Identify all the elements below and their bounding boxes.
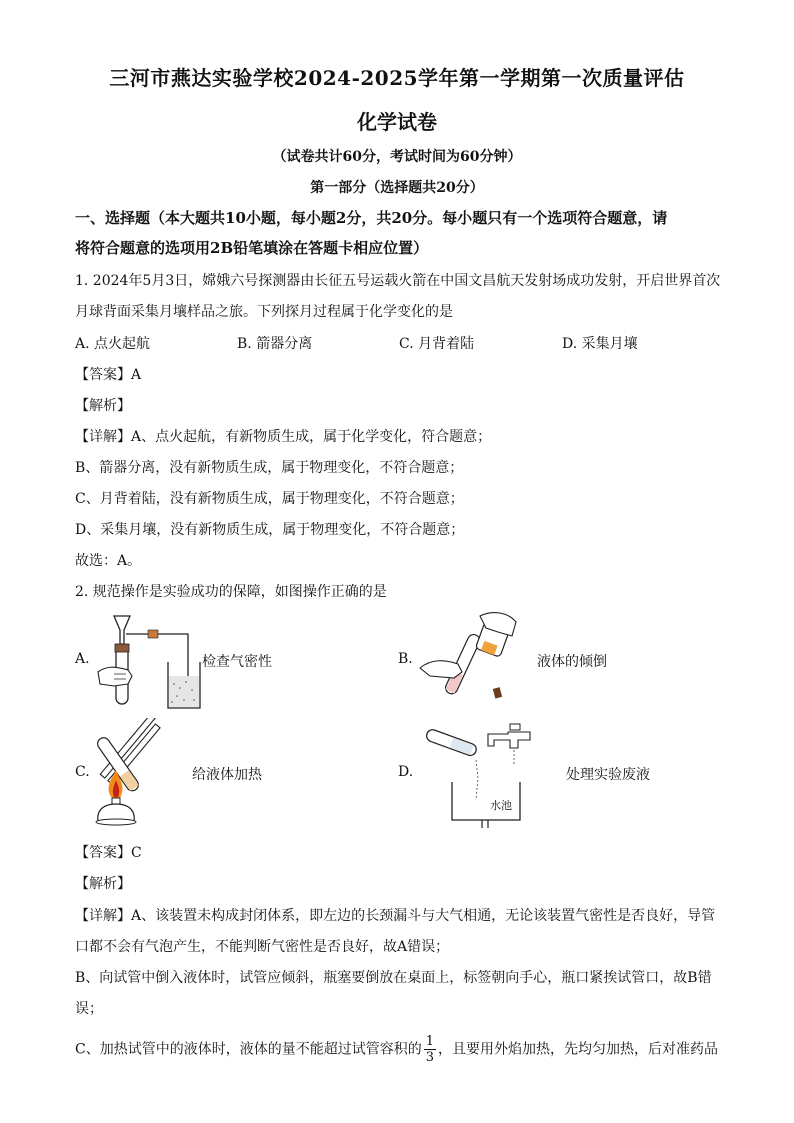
q2-analysis-label: 【解析】: [75, 876, 131, 892]
exam-subtitle: 化学试卷: [357, 110, 437, 134]
q1-stem-line1: 1. 2024年5月3日，嫦娥六号探测器由长征五号运载火箭在中国文昌航天发射场成功发射，开启世界首次: [75, 273, 721, 289]
section-heading-line1: 一、选择题（本大题共10小题，每小题2分，共20分。每小题只有一个选项符合题意，请: [75, 209, 668, 227]
q1-analysis-label: 【解析】: [75, 398, 131, 414]
q2-detail-a-line1: 【详解】A、该装置未构成封闭体系，即左边的长颈漏斗与大气相通，无论该装置气密性是否良好，导管: [75, 908, 716, 924]
q2-option-b-caption: 液体的倾倒: [537, 654, 607, 670]
q2-option-d-letter: D.: [398, 764, 414, 780]
q1-option-a: A. 点火起航: [75, 336, 151, 352]
fraction-one-third: [424, 1034, 436, 1065]
heating-liquid-figure: [90, 718, 200, 828]
q1-option-b: B. 箭器分离: [237, 336, 313, 352]
q1-detail-conclusion: 故选：A。: [75, 553, 142, 569]
q2-detail-c-before: C、加热试管中的液体时，液体的量不能超过试管容积的: [75, 1041, 422, 1058]
fraction-numerator: 1: [425, 1034, 434, 1049]
q2-stem: 2. 规范操作是实验成功的保障，如图操作正确的是: [75, 584, 387, 600]
q2-option-c-caption: 给液体加热: [192, 767, 262, 783]
sink-label: 水池: [490, 799, 512, 812]
q2-option-c-letter: C.: [75, 764, 90, 780]
q2-option-d-caption: 处理实验废液: [566, 767, 650, 783]
q1-detail-a: 【详解】A、点火起航，有新物质生成，属于化学变化，符合题意；: [75, 429, 492, 445]
q2-detail-b-line2: 误；: [75, 1001, 103, 1017]
q2-detail-c: [75, 1034, 718, 1065]
q2-detail-b-line1: B、向试管中倒入液体时，试管应倾斜，瓶塞要倒放在桌面上，标签朝向手心，瓶口紧挨试管口，故B错: [75, 970, 712, 986]
q2-detail-c-after: ，且要用外焰加热，先均匀加热，后对准药品: [438, 1041, 718, 1058]
waste-liquid-disposal-figure: [418, 722, 548, 832]
q2-option-a-caption: 检查气密性: [202, 654, 272, 670]
q1-answer: 【答案】A: [75, 367, 142, 383]
pouring-liquid-figure: [416, 610, 526, 710]
q2-option-a-letter: A.: [75, 651, 90, 667]
exam-note: （试卷共计60分，考试时间为60分钟）: [272, 149, 522, 165]
q2-answer: 【答案】C: [75, 845, 142, 861]
q2-detail-a-line2: 口都不会有气泡产生，不能判断气密性是否良好，故A错误；: [75, 939, 450, 955]
q1-detail-d: D、采集月壤，没有新物质生成，属于物理变化，不符合题意；: [75, 522, 465, 538]
exam-title: 三河市燕达实验学校2024-2025学年第一学期第一次质量评估: [109, 66, 685, 90]
q2-option-b-letter: B.: [398, 651, 413, 667]
gas-tightness-check-figure: [92, 610, 202, 710]
section-heading-line2: 将符合题意的选项用2B铅笔填涂在答题卡相应位置）: [75, 239, 429, 257]
q1-option-c: C. 月背着陆: [399, 336, 475, 352]
fraction-denominator: 3: [425, 1050, 434, 1065]
q1-detail-c: C、月背着陆，没有新物质生成，属于物理变化，不符合题意；: [75, 491, 464, 507]
q1-detail-b: B、箭器分离，没有新物质生成，属于物理变化，不符合题意；: [75, 460, 464, 476]
q1-stem-line2: 月球背面采集月壤样品之旅。下列探月过程属于化学变化的是: [75, 304, 453, 320]
q1-option-d: D. 采集月壤: [562, 336, 638, 352]
part-heading: 第一部分（选择题共20分）: [310, 180, 484, 196]
